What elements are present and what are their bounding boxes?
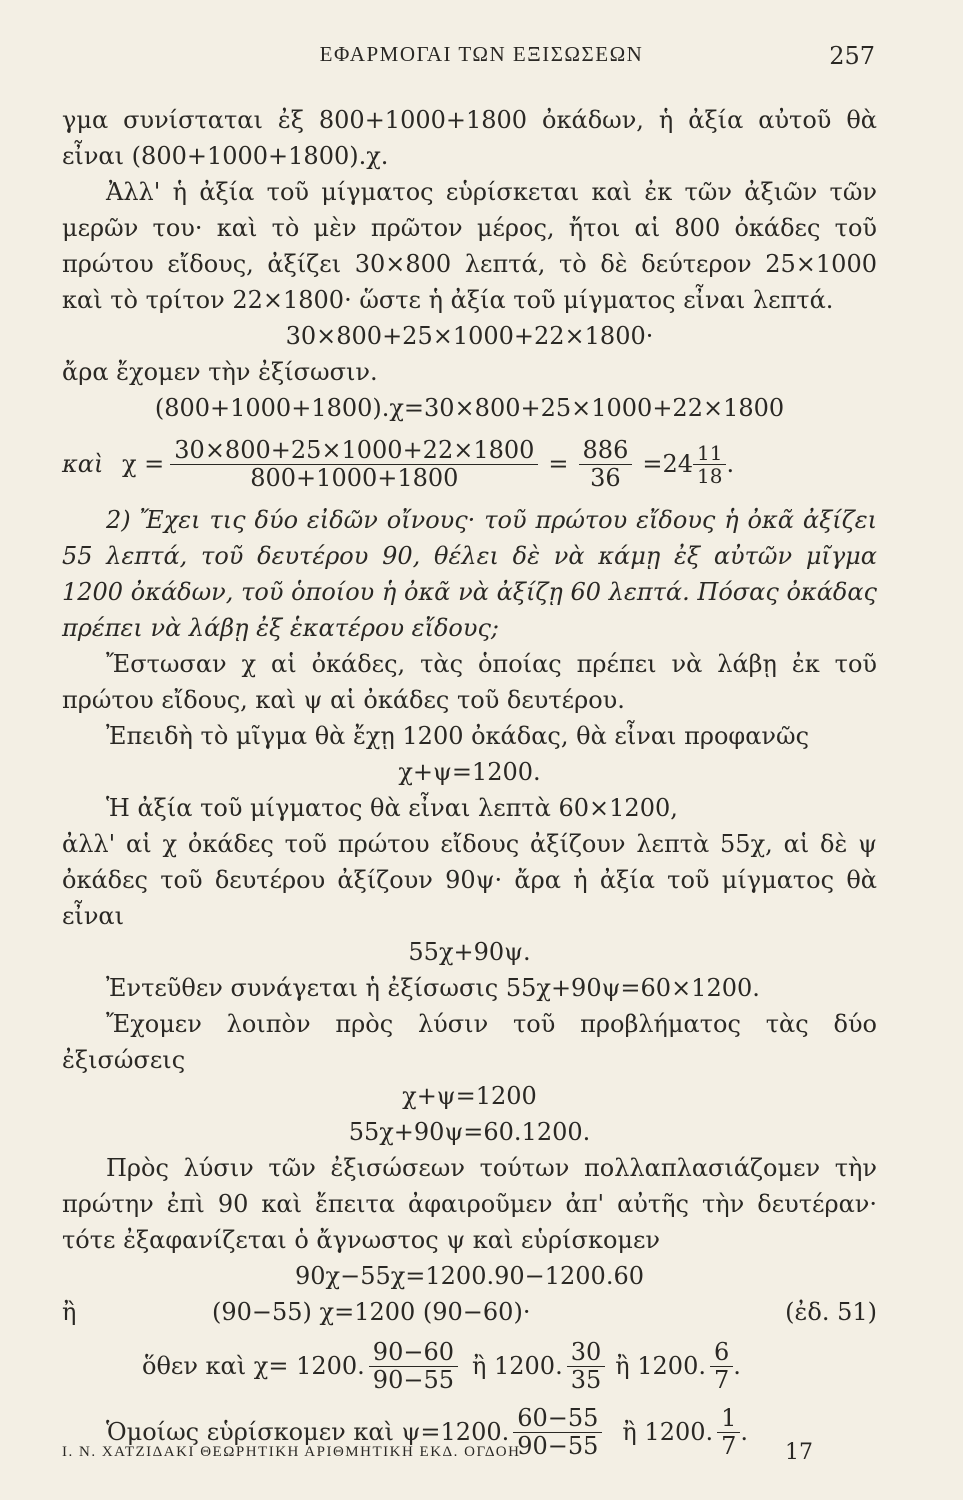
denominator: 35 [570, 1365, 602, 1394]
equation: (800+1000+1800).χ=30×800+25×1000+22×1800 [154, 394, 785, 422]
numerator: 886 [579, 437, 633, 464]
numerator: 90−60 [369, 1339, 458, 1366]
paragraph: Ἔχομεν λοιπὸν πρὸς λύσιν τοῦ προβλήματος τὰς δύο ἐξισώσεις [62, 1010, 877, 1074]
footer-source: Ι. Ν. ΧΑΤΖΙΔΑΚΙ ΘΕΩΡΗΤΙΚΗ ΑΡΙΘΜΗΤΙΚΗ ΕΚΔ. ΟΓΔΟΗ [62, 1444, 521, 1460]
equation: χ+ψ=1200 [402, 1082, 537, 1110]
numerator: 60−55 [513, 1405, 602, 1432]
paragraph: Πρὸς λύσιν τῶν ἐξισώσεων τούτων πολλαπλασιάζομεν τὴν πρώτην ἐπὶ 90 καὶ ἔπειτα ἀφαιροῦμεν ἀπ' αὐτῆς τὴν δευτέραν· τότε ἐξαφανίζεται ὁ ἄγνωστος ψ καὶ εὑρίσκομεν [62, 1154, 877, 1254]
paragraph: Ἐπειδὴ τὸ μῖγμα θὰ ἔχῃ 1200 ὀκάδας, θὰ εἶναι προφανῶς [106, 722, 810, 750]
equation-end: . [726, 450, 735, 478]
mixed-whole: =24 [642, 450, 693, 478]
fraction [369, 1339, 458, 1393]
equation-mid: ἢ 1200. [471, 1352, 563, 1380]
equation: 30×800+25×1000+22×1800· [285, 322, 654, 350]
equation-lead: καὶ [62, 450, 104, 478]
equation: χ+ψ=1200. [398, 758, 541, 786]
fraction [170, 437, 538, 491]
paragraph: Ἡ ἀξία τοῦ μίγματος θὰ εἶναι λεπτὰ 60×1200, [106, 794, 678, 822]
paragraph: Ἐντεῦθεν συνάγεται ἡ ἐξίσωσις 55χ+90ψ=60×1200. [106, 974, 760, 1002]
denominator: 18 [697, 463, 723, 488]
equation: (90−55) χ=1200 (90−60)· [212, 1298, 531, 1326]
paragraph: γμα συνίσταται ἐξ 800+1000+1800 ὀκάδων, ἡ ἀξία αὐτοῦ θὰ εἶναι (800+1000+1800).χ. [62, 106, 877, 170]
equation: 90χ−55χ=1200.90−1200.60 [295, 1262, 644, 1290]
denominator: 7 [721, 1431, 737, 1460]
equation-lhs: χ = [122, 450, 165, 478]
numerator: 30 [567, 1339, 606, 1366]
fraction [710, 1339, 733, 1393]
numerator: 11 [693, 442, 726, 465]
numerator: 1 [717, 1405, 740, 1432]
denominator: 90−55 [517, 1431, 599, 1460]
page-header [0, 42, 963, 82]
numerator: 6 [710, 1339, 733, 1366]
fraction [693, 442, 726, 487]
page-number: 257 [829, 42, 875, 70]
denominator: 36 [590, 463, 621, 492]
equation-mid: ἢ 1200. [615, 1352, 706, 1380]
denominator: 7 [713, 1365, 730, 1394]
paragraph: ἄρα ἔχομεν τὴν ἐξίσωσιν. [62, 358, 378, 386]
running-title: ΕΦΑΡΜΟΓΑΙ ΤΩΝ ΕΞΙΣΩΣΕΩΝ [319, 42, 644, 66]
denominator: 800+1000+1800 [250, 463, 459, 492]
paragraph: ἀλλ' αἱ χ ὀκάδες τοῦ πρώτου εἴδους ἀξίζουν λεπτὰ 55χ, αἱ δὲ ψ ὀκάδες τοῦ δευτέρου ἀξίζουν 90ψ· ἄρα ἡ ἀξία τοῦ μίγματος θὰ εἶναι [62, 830, 877, 930]
equation-lead: ἢ [62, 1298, 77, 1326]
equation-mid: ἢ 1200. [622, 1418, 714, 1446]
fraction [567, 1339, 606, 1393]
equation: 55χ+90ψ. [408, 938, 531, 966]
fraction [579, 437, 633, 491]
numerator: 30×800+25×1000+22×1800 [170, 437, 538, 464]
equation-end: . [733, 1352, 741, 1380]
equation-fraction [62, 428, 877, 500]
page-body [62, 102, 877, 1466]
equation-lead: ὅθεν καὶ χ= 1200. [142, 1352, 365, 1380]
signature-number: 17 [785, 1440, 813, 1465]
equation: 55χ+90ψ=60.1200. [348, 1118, 591, 1146]
problem-statement: 2) Ἔχει τις δύο εἰδῶν οἴνους· τοῦ πρώτου εἴδους ἡ ὀκᾶ ἀξίζει 55 λεπτά, τοῦ δευτέρου 90, θέλει δὲ νὰ κάμῃ ἐξ αὐτῶν μῖγμα 1200 ὀκάδων, τοῦ ὁποίου ἡ ὀκᾶ νὰ ἀξίζῃ 60 λεπτά. Πόσας ὀκάδας πρέπει νὰ λάβῃ ἐξ ἑκατέρου εἴδους; [62, 506, 877, 642]
equals-sign: = [548, 450, 569, 478]
denominator: 90−55 [372, 1365, 454, 1394]
page-footer [62, 1440, 813, 1470]
equation-lead: Ὁμοίως εὑρίσκομεν καὶ ψ=1200. [106, 1418, 510, 1446]
section-reference: (ἐδ. 51) [785, 1298, 877, 1326]
equation-end: . [740, 1418, 749, 1446]
paragraph: Ἔστωσαν χ αἱ ὀκάδες, τὰς ὁποίας πρέπει νὰ λάβῃ ἐκ τοῦ πρώτου εἴδους, καὶ ψ αἱ ὀκάδες τοῦ δευτέρου. [62, 650, 877, 714]
paragraph: Ἀλλ' ἡ ἀξία τοῦ μίγματος εὑρίσκεται καὶ ἐκ τῶν ἀξιῶν τῶν μερῶν του· καὶ τὸ μὲν πρῶτον μέρος, ἤτοι αἱ 800 ὀκάδες τοῦ πρώτου εἴδους, ἀξίζει 30×800 λεπτά, τὸ δὲ δεύτερον 25×1000 καὶ τὸ τρίτον 22×1800· ὥστε ἡ ἀξία τοῦ μίγματος εἶναι λεπτά. [62, 178, 877, 314]
equation-row [62, 1294, 877, 1332]
equation-fraction [62, 1334, 877, 1398]
